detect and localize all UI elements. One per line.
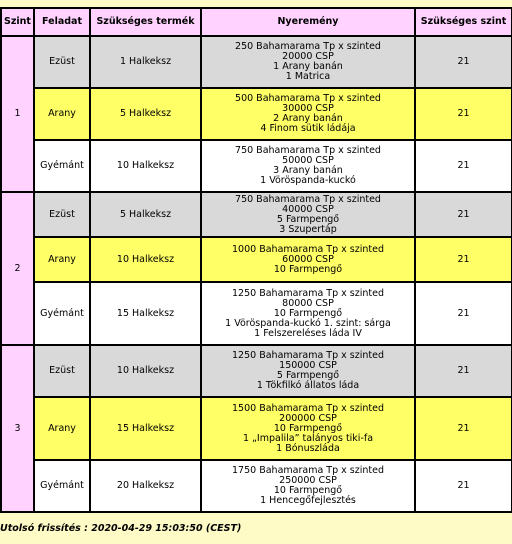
prize-line: 80000 CSP	[282, 297, 334, 309]
table-row	[1, 397, 512, 460]
prize-line: 5 Farmpengő	[276, 370, 340, 381]
prize-line: 1 Felszereléses láda IV	[254, 327, 362, 339]
required-item-cell: 20 Halkeksz	[90, 460, 201, 512]
table-row	[1, 237, 512, 282]
level-cell: 3	[1, 345, 34, 512]
table-row	[1, 282, 512, 345]
prize-line: 10 Farmpengő	[273, 485, 343, 496]
prize-line: 1500 Bahamarama Tp x szinted	[232, 402, 384, 414]
prize-line: 4 Finom sütik ládája	[260, 123, 356, 134]
prize-line: 3 Arany banán	[273, 165, 343, 176]
table-row	[1, 192, 512, 237]
prize-line: 60000 CSP	[282, 253, 334, 265]
prize-line: 5 Farmpengő	[276, 213, 340, 225]
required-item-cell: 10 Halkeksz	[90, 345, 201, 397]
required-item-cell: 5 Halkeksz	[90, 88, 201, 140]
required-item-cell: 5 Halkeksz	[90, 192, 201, 237]
prize-line: 1 Matrica	[285, 71, 331, 82]
prize-line: 1250 Bahamarama Tp x szinted	[232, 350, 384, 361]
rewards-table	[0, 7, 512, 513]
required-level-cell: 21	[415, 345, 512, 397]
prize-line: 1750 Bahamarama Tp x szinted	[232, 465, 384, 476]
required-item-cell: 1 Halkeksz	[90, 36, 201, 88]
prize-line: 1 Hencegőfejlesztés	[260, 495, 356, 506]
task-cell: Arany	[34, 397, 90, 460]
table-row	[1, 460, 512, 512]
prize-line: 1 Bónuszláda	[276, 442, 340, 454]
required-level-cell: 21	[415, 460, 512, 512]
task-cell: Gyémánt	[34, 460, 90, 512]
table-row	[1, 36, 512, 88]
table-row	[1, 345, 512, 397]
prize-cell	[201, 88, 415, 140]
prize-line: 1 Tökfilkó állatos láda	[256, 380, 360, 391]
prize-line: 10 Farmpengő	[273, 422, 343, 434]
prize-line: 1 Vöröspanda-kuckó 1. szint: sárga	[225, 317, 391, 329]
prize-cell	[201, 282, 415, 345]
prize-cell	[201, 345, 415, 397]
table-body	[1, 36, 512, 512]
prize-line: 250000 CSP	[279, 475, 337, 486]
prize-cell	[201, 140, 415, 192]
required-item-cell: 15 Halkeksz	[90, 397, 201, 460]
prize-line: 1 Arany banán	[273, 61, 343, 72]
prize-line: 750 Bahamarama Tp x szinted	[235, 145, 381, 156]
prize-line: 500 Bahamarama Tp x szinted	[235, 93, 381, 104]
required-level-cell: 21	[415, 36, 512, 88]
prize-line: 10 Farmpengő	[273, 307, 343, 319]
prize-line: 1 Vöröspanda-kuckó	[260, 175, 356, 186]
task-cell: Arany	[34, 237, 90, 282]
prize-cell	[201, 36, 415, 88]
prize-line: 50000 CSP	[282, 155, 334, 166]
required-level-cell: 21	[415, 88, 512, 140]
prize-line: 150000 CSP	[279, 360, 337, 371]
required-level-cell: 21	[415, 140, 512, 192]
required-item-cell: 10 Halkeksz	[90, 140, 201, 192]
prize-line: 10 Farmpengő	[273, 263, 343, 275]
level-cell: 1	[1, 36, 34, 192]
table-row	[1, 140, 512, 192]
task-cell: Ezüst	[34, 36, 90, 88]
header-task: Feladat	[34, 8, 90, 36]
prize-line: 1250 Bahamarama Tp x szinted	[232, 287, 384, 299]
header-required-item: Szükséges termék	[90, 8, 201, 36]
table-row	[1, 88, 512, 140]
required-level-cell: 21	[415, 397, 512, 460]
task-cell: Gyémánt	[34, 140, 90, 192]
prize-cell	[201, 192, 415, 237]
header-prize: Nyeremény	[201, 8, 415, 36]
required-level-cell: 21	[415, 237, 512, 282]
prize-line: 750 Bahamarama Tp x szinted	[235, 193, 381, 205]
prize-line: 2 Arany banán	[273, 113, 343, 124]
task-cell: Ezüst	[34, 345, 90, 397]
task-cell: Gyémánt	[34, 282, 90, 345]
prize-cell	[201, 460, 415, 512]
prize-line: 1000 Bahamarama Tp x szinted	[232, 243, 384, 255]
header-required-level: Szükséges szint	[415, 8, 512, 36]
header-level: Szint	[1, 8, 34, 36]
required-item-cell: 10 Halkeksz	[90, 237, 201, 282]
prize-line: 30000 CSP	[282, 103, 334, 114]
task-cell: Arany	[34, 88, 90, 140]
prize-line: 200000 CSP	[279, 412, 337, 424]
last-updated: Utolsó frissítés : 2020-04-29 15:03:50 (CEST)	[0, 523, 242, 534]
level-cell: 2	[1, 192, 34, 345]
required-item-cell: 15 Halkeksz	[90, 282, 201, 345]
prize-cell	[201, 397, 415, 460]
prize-line: 40000 CSP	[282, 203, 334, 215]
prize-line: 20000 CSP	[282, 51, 334, 62]
prize-line: 3 Szupertáp	[279, 223, 337, 235]
prize-cell	[201, 237, 415, 282]
prize-line: 250 Bahamarama Tp x szinted	[235, 41, 381, 52]
prize-line: 1 „Impalila” talányos tiki-fa	[242, 432, 374, 444]
required-level-cell: 21	[415, 282, 512, 345]
task-cell: Ezüst	[34, 192, 90, 237]
required-level-cell: 21	[415, 192, 512, 237]
header-row	[1, 8, 512, 36]
